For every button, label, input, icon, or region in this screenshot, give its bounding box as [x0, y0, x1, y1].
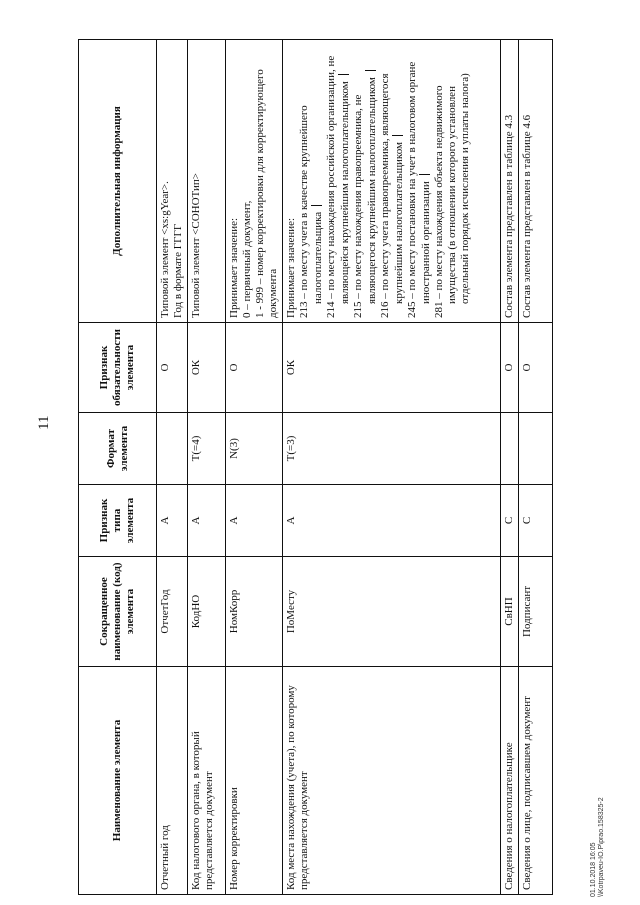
- table-row: [519, 40, 553, 895]
- header-additional-info: Дополнительная информация: [79, 40, 157, 323]
- cell-code: ОтчетГод: [157, 557, 188, 667]
- option-text: 213 – по месту учета в качестве крупнейшего налогоплательщика: [298, 105, 324, 318]
- table-row: [226, 40, 283, 895]
- option-text: 281 – по месту нахождения объекта недвижимого имущества (в отношении которого установлен отдельный порядок исчисления и уплаты налога): [433, 73, 471, 318]
- cell-format: [501, 413, 519, 485]
- info-line: Состав элемента представлен в таблице 4.3: [503, 114, 515, 318]
- cell-info: [226, 40, 283, 323]
- info-line: 1 - 999 – номер корректировки для корректирующего документа: [254, 69, 279, 318]
- table-row: [501, 40, 519, 895]
- separator-mark: [338, 74, 349, 75]
- separator-mark: [392, 135, 403, 136]
- cell-format: Т(=4): [188, 413, 226, 485]
- cell-code: СвНП: [501, 557, 519, 667]
- cell-required: ОК: [283, 323, 501, 413]
- cell-name: Отчетный год: [157, 667, 188, 895]
- elements-table: [78, 39, 553, 895]
- cell-info: [501, 40, 519, 323]
- info-line: 0 – первичный документ,: [241, 200, 253, 318]
- cell-format: [157, 413, 188, 485]
- cell-type: А: [226, 485, 283, 557]
- header-element-type: Признак типа элемента: [79, 485, 157, 557]
- cell-type: С: [519, 485, 553, 557]
- cell-format: N(3): [226, 413, 283, 485]
- info-line: Год в формате ГГГГ: [172, 223, 184, 318]
- info-intro: Принимает значение:: [285, 217, 297, 318]
- option-text: 214 – по месту нахождения российской организации, не являющейся крупнейшим налогоплательщиком: [325, 55, 351, 318]
- cell-type: А: [283, 485, 501, 557]
- cell-required: О: [226, 323, 283, 413]
- header-element-name: Наименование элемента: [79, 667, 157, 895]
- cell-name: Сведения о налогоплательщике: [501, 667, 519, 895]
- header-element-required: Признак обязательности элемента: [79, 323, 157, 413]
- option-214: [325, 44, 352, 318]
- option-213: [298, 44, 325, 318]
- option-281: [433, 44, 472, 318]
- cell-info: [157, 40, 188, 323]
- option-text: 216 – по месту учета правопреемника, являющегося крупнейшим налогоплательщиком: [379, 73, 405, 318]
- table-header-row: [79, 40, 157, 895]
- separator-mark: [419, 174, 430, 175]
- cell-info: [283, 40, 501, 323]
- rotated-table-wrapper: [78, 40, 548, 895]
- footer-path: \\Kotrpaveu-IO.P\prao.158325-2: [598, 797, 605, 897]
- cell-code: КодНО: [188, 557, 226, 667]
- cell-required: О: [519, 323, 553, 413]
- option-245: [406, 44, 433, 318]
- option-text: 245 – по месту постановки на учет в налоговом органе иностранной организации: [406, 61, 432, 318]
- cell-name: Сведения о лице, подписавшем документ: [519, 667, 553, 895]
- info-line: Состав элемента представлен в таблице 4.6: [521, 114, 533, 318]
- cell-required: О: [157, 323, 188, 413]
- cell-required: ОК: [188, 323, 226, 413]
- cell-name: Код места нахождения (учета), по которому представляется документ: [283, 667, 501, 895]
- cell-code: Подписант: [519, 557, 553, 667]
- cell-format: [519, 413, 553, 485]
- footer-timestamp: 01.10.2018 16:05: [590, 842, 597, 897]
- option-text: 215 – по месту нахождения правопреемника, не являющегося крупнейшим налогоплательщиком: [352, 77, 378, 318]
- cell-format: Т(=3): [283, 413, 501, 485]
- cell-code: НомКорр: [226, 557, 283, 667]
- header-element-code: Сокращенное наименование (код) элемента: [79, 557, 157, 667]
- cell-type: А: [157, 485, 188, 557]
- cell-code: ПоМесту: [283, 557, 501, 667]
- info-line: Типовой элемент <СОНОТип>: [190, 173, 202, 318]
- cell-required: О: [501, 323, 519, 413]
- cell-info: [519, 40, 553, 323]
- separator-mark: [365, 70, 376, 71]
- table-row: [157, 40, 188, 895]
- document-footer: [590, 797, 606, 897]
- separator-mark: [311, 205, 322, 206]
- cell-type: А: [188, 485, 226, 557]
- cell-type: С: [501, 485, 519, 557]
- info-line: Принимает значение:: [228, 217, 240, 318]
- header-element-format: Формат элемента: [79, 413, 157, 485]
- table-row: [283, 40, 501, 895]
- cell-name: Номер корректировки: [226, 667, 283, 895]
- cell-info: [188, 40, 226, 323]
- option-216: [379, 44, 406, 318]
- info-line: Типовой элемент <xs:gYear>.: [159, 181, 171, 318]
- option-215: [352, 44, 379, 318]
- cell-name: Код налогового органа, в который представляется документ: [188, 667, 226, 895]
- table-row: [188, 40, 226, 895]
- page-number: 11: [36, 415, 52, 430]
